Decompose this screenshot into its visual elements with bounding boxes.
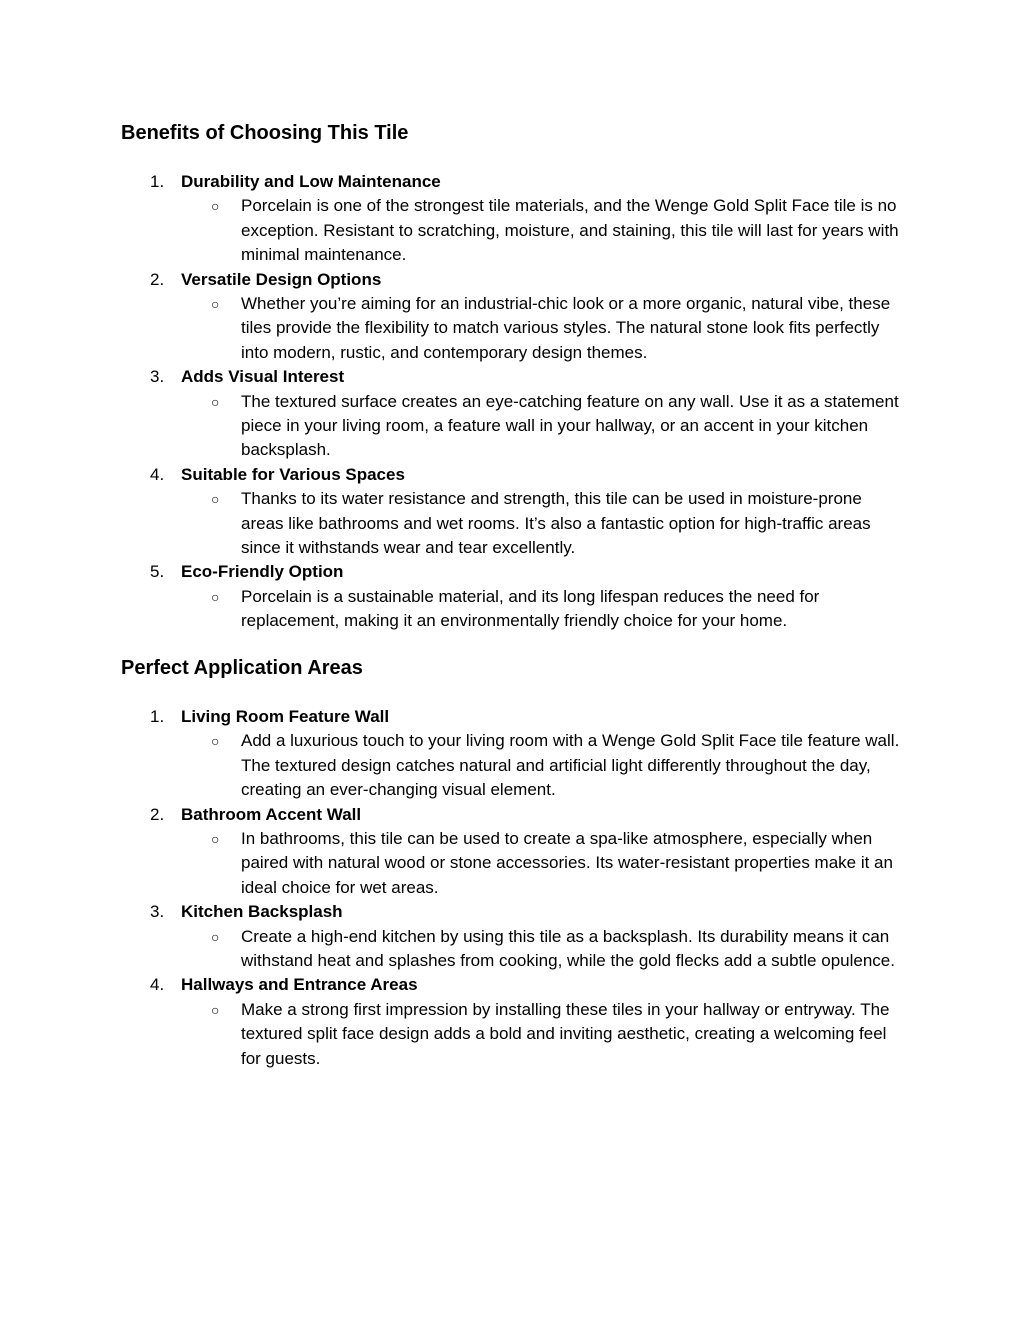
list-number: 2. <box>150 804 165 824</box>
hollow-circle-bullet-icon: ○ <box>211 831 220 847</box>
list-number: 3. <box>150 902 165 922</box>
hollow-circle-bullet-icon: ○ <box>211 296 220 312</box>
list-item-title: Suitable for Various Spaces <box>181 464 405 484</box>
hollow-circle-bullet-icon: ○ <box>211 198 220 215</box>
hollow-circle-bullet-icon: ○ <box>211 393 220 410</box>
list-item-text: Create a high-end kitchen by using this tile as a backsplash. Its durability means it can withstand heat and splashes from cooking, while the gold flecks add a subtle opulence. <box>241 926 895 971</box>
hollow-circle-bullet-icon: ○ <box>211 1001 220 1018</box>
list-item-text: Make a strong first impression by installing these tiles in your hallway or entryway. The textured split face design adds a bold and inviting aesthetic, creating a welcoming feel for guests. <box>241 999 890 1068</box>
list-item-text: Porcelain is one of the strongest tile materials, and the Wenge Gold Split Face tile is no exception. Resistant to scratching, moisture, and staining, this tile will last for years with minimal maintenance. <box>241 196 899 265</box>
hollow-circle-bullet-icon: ○ <box>211 491 220 508</box>
list-number: 4. <box>150 975 165 995</box>
hollow-circle-bullet-icon: ○ <box>211 928 220 945</box>
list-item <box>0 560 1024 633</box>
list-item <box>0 705 1024 803</box>
list-item-text: Porcelain is a sustainable material, and its long lifespan reduces the need for replacement, making it an environmentally friendly choice for your home. <box>241 586 820 631</box>
list-item <box>0 365 1024 463</box>
list-item <box>0 170 1024 268</box>
benefits-list <box>0 170 1024 634</box>
list-number: 3. <box>150 367 165 387</box>
list-item-text: Thanks to its water resistance and strength, this tile can be used in moisture-prone areas like bathrooms and wet rooms. It’s also a fantastic option for high-traffic areas since it withstands wear and tear excellently. <box>241 489 871 558</box>
list-item <box>0 973 1024 1071</box>
list-item-text: Whether you’re aiming for an industrial-chic look or a more organic, natural vibe, these tiles provide the flexibility to match various styles. The natural stone look fits perfectly into modern, rustic, and contemporary design themes. <box>241 294 891 362</box>
list-number: 4. <box>150 464 165 484</box>
list-number: 1. <box>150 172 165 191</box>
hollow-circle-bullet-icon: ○ <box>211 588 220 605</box>
list-item <box>0 803 1024 901</box>
list-item-title: Adds Visual Interest <box>181 367 345 387</box>
list-item-title: Bathroom Accent Wall <box>181 804 362 824</box>
list-item-title: Living Room Feature Wall <box>181 707 390 726</box>
list-item-title: Versatile Design Options <box>181 269 382 289</box>
applications-list <box>0 705 1024 1071</box>
section-heading: Benefits of Choosing This Tile <box>121 122 409 144</box>
list-item <box>0 268 1024 366</box>
list-number: 5. <box>150 562 165 582</box>
list-item-text: In bathrooms, this tile can be used to create a spa-like atmosphere, especially when paired with natural wood or stone accessories. Its water-resistant properties make it an ideal choice for wet areas. <box>241 829 893 897</box>
list-number: 1. <box>150 707 165 726</box>
list-item-title: Durability and Low Maintenance <box>181 172 441 191</box>
list-item-title: Hallways and Entrance Areas <box>181 975 418 995</box>
hollow-circle-bullet-icon: ○ <box>211 733 220 750</box>
list-item <box>0 463 1024 561</box>
list-number: 2. <box>150 269 165 289</box>
list-item-title: Kitchen Backsplash <box>181 902 343 922</box>
list-item-text: The textured surface creates an eye-catching feature on any wall. Use it as a statement piece in your living room, a feature wall in your hallway, or an accent in your kitchen backsplash. <box>241 391 899 460</box>
section-heading: Perfect Application Areas <box>121 657 363 679</box>
list-item <box>0 900 1024 973</box>
list-item-text: Add a luxurious touch to your living room with a Wenge Gold Split Face tile feature wall. The textured design catches natural and artificial light differently throughout the day, creating an ever-changing visual element. <box>241 731 900 800</box>
list-item-title: Eco-Friendly Option <box>181 562 344 582</box>
